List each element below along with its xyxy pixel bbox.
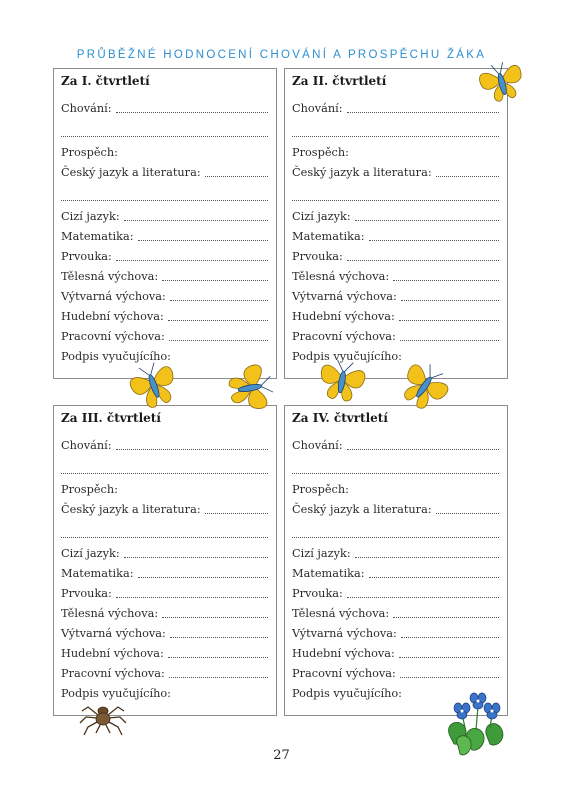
cizi-jazyk-row (292, 547, 499, 561)
fill-in-line[interactable] (138, 237, 268, 241)
field-label: Chování: (61, 102, 112, 115)
fill-in-line[interactable] (292, 534, 499, 538)
prospech-row (61, 483, 268, 497)
fill-in-line[interactable] (61, 133, 268, 137)
field-label: Tělesná výchova: (292, 607, 390, 620)
telesna-vychova-row (292, 270, 499, 284)
matematika-row (61, 230, 268, 244)
prospech-row (61, 146, 268, 160)
field-label: Hudební výchova: (61, 647, 164, 660)
field-label: Pracovní výchova: (292, 667, 396, 680)
chovani-row (292, 102, 499, 116)
fill-in-line[interactable] (369, 237, 499, 241)
fill-in-line[interactable] (169, 337, 268, 341)
fill-in-line[interactable] (124, 554, 268, 558)
cesky-jazyk-a-literatura-row (292, 503, 499, 517)
fill-in-line[interactable] (61, 197, 268, 201)
quarter-4-box (284, 405, 508, 716)
quarter-title: Za II. čtvrtletí (292, 74, 387, 88)
vytvarna-vychova-row (61, 627, 268, 641)
vytvarna-vychova-row (292, 627, 499, 641)
continuation-line (61, 527, 268, 541)
telesna-vychova-row (292, 607, 499, 621)
prvouka-row (292, 587, 499, 601)
hudebni-vychova-row (292, 310, 499, 324)
fill-in-line[interactable] (205, 173, 268, 177)
prvouka-row (292, 250, 499, 264)
prvouka-row (61, 587, 268, 601)
fill-in-line[interactable] (61, 534, 268, 538)
chovani-row (61, 439, 268, 453)
field-label: Pracovní výchova: (61, 667, 165, 680)
chovani-row (292, 439, 499, 453)
fill-in-line[interactable] (355, 217, 499, 221)
fill-in-line[interactable] (205, 510, 268, 514)
field-label: Chování: (61, 439, 112, 452)
page-title: PRŮBĚŽNÉ HODNOCENÍ CHOVÁNÍ A PROSPĚCHU ŽÁKA (76, 49, 487, 61)
field-label: Podpis vyučujícího: (61, 687, 171, 700)
fill-in-line[interactable] (355, 554, 499, 558)
field-label: Prospěch: (61, 146, 118, 159)
fill-in-line[interactable] (116, 594, 268, 598)
vytvarna-vychova-row (61, 290, 268, 304)
field-label: Pracovní výchova: (292, 330, 396, 343)
field-label: Český jazyk a literatura: (61, 503, 201, 516)
prospech-row (292, 483, 499, 497)
field-label: Výtvarná výchova: (61, 627, 166, 640)
fill-in-line[interactable] (292, 133, 499, 137)
field-label: Prvouka: (292, 250, 343, 263)
field-label: Matematika: (292, 230, 365, 243)
butterfly-icon (222, 360, 278, 416)
pracovni-vychova-row (292, 330, 499, 344)
field-label: Prvouka: (61, 587, 112, 600)
quarter-1-box (53, 68, 277, 379)
butterfly-icon (476, 58, 528, 108)
fill-in-line[interactable] (124, 217, 268, 221)
fill-in-line[interactable] (401, 634, 499, 638)
field-label: Cizí jazyk: (292, 210, 351, 223)
continuation-line (61, 463, 268, 477)
fill-in-line[interactable] (116, 109, 268, 113)
matematika-row (292, 567, 499, 581)
hudebni-vychova-row (61, 310, 268, 324)
prvouka-row (61, 250, 268, 264)
field-label: Matematika: (61, 230, 134, 243)
cizi-jazyk-row (292, 210, 499, 224)
field-label: Tělesná výchova: (292, 270, 390, 283)
fill-in-line[interactable] (347, 594, 499, 598)
cesky-jazyk-a-literatura-row (61, 166, 268, 180)
field-label: Hudební výchova: (292, 310, 395, 323)
matematika-row (292, 230, 499, 244)
fill-in-line[interactable] (400, 674, 499, 678)
quarter-3-box (53, 405, 277, 716)
continuation-line (61, 126, 268, 140)
fill-in-line[interactable] (400, 337, 499, 341)
fill-in-line[interactable] (347, 109, 499, 113)
quarter-title: Za IV. čtvrtletí (292, 411, 388, 425)
field-label: Cizí jazyk: (292, 547, 351, 560)
butterfly-icon (128, 358, 180, 414)
field-label: Hudební výchova: (61, 310, 164, 323)
pracovni-vychova-row (61, 330, 268, 344)
fill-in-line[interactable] (401, 297, 499, 301)
fill-in-line[interactable] (436, 173, 499, 177)
violet-flower-icon (440, 684, 510, 762)
field-label: Český jazyk a literatura: (292, 166, 432, 179)
cesky-jazyk-a-literatura-row (61, 503, 268, 517)
butterfly-icon (396, 358, 452, 416)
fill-in-line[interactable] (168, 654, 268, 658)
vytvarna-vychova-row (292, 290, 499, 304)
page-number: 27 (273, 748, 290, 763)
continuation-line (292, 190, 499, 204)
fill-in-line[interactable] (116, 257, 268, 261)
field-label: Český jazyk a literatura: (292, 503, 432, 516)
fill-in-line[interactable] (292, 197, 499, 201)
pracovni-vychova-row (292, 667, 499, 681)
pracovni-vychova-row (61, 667, 268, 681)
butterfly-icon (314, 356, 370, 406)
continuation-line (292, 126, 499, 140)
fill-in-line[interactable] (170, 634, 268, 638)
field-label: Podpis vyučujícího: (292, 687, 402, 700)
chovani-row (61, 102, 268, 116)
cizi-jazyk-row (61, 210, 268, 224)
fill-in-line[interactable] (393, 614, 499, 618)
field-label: Matematika: (61, 567, 134, 580)
cesky-jazyk-a-literatura-row (292, 166, 499, 180)
fill-in-line[interactable] (61, 470, 268, 474)
fill-in-line[interactable] (170, 297, 268, 301)
prospech-row (292, 146, 499, 160)
field-label: Hudební výchova: (292, 647, 395, 660)
fill-in-line[interactable] (116, 446, 268, 450)
fill-in-line[interactable] (399, 317, 499, 321)
hudebni-vychova-row (292, 647, 499, 661)
telesna-vychova-row (61, 607, 268, 621)
field-label: Podpis vyučujícího: (61, 350, 171, 363)
fill-in-line[interactable] (162, 277, 268, 281)
spider-icon (78, 697, 128, 739)
field-label: Cizí jazyk: (61, 210, 120, 223)
fill-in-line[interactable] (347, 257, 499, 261)
continuation-line (61, 190, 268, 204)
field-label: Výtvarná výchova: (292, 627, 397, 640)
field-label: Cizí jazyk: (61, 547, 120, 560)
field-label: Prospěch: (292, 483, 349, 496)
field-label: Chování: (292, 439, 343, 452)
quarter-2-box (284, 68, 508, 379)
quarter-title: Za III. čtvrtletí (61, 411, 161, 425)
fill-in-line[interactable] (347, 446, 499, 450)
field-label: Tělesná výchova: (61, 607, 159, 620)
fill-in-line[interactable] (138, 574, 268, 578)
fill-in-line[interactable] (399, 654, 499, 658)
field-label: Prospěch: (61, 483, 118, 496)
fill-in-line[interactable] (436, 510, 499, 514)
field-label: Prvouka: (292, 587, 343, 600)
field-label: Tělesná výchova: (61, 270, 159, 283)
fill-in-line[interactable] (162, 614, 268, 618)
field-label: Výtvarná výchova: (61, 290, 166, 303)
fill-in-line[interactable] (169, 674, 268, 678)
quarter-title: Za I. čtvrtletí (61, 74, 150, 88)
cizi-jazyk-row (61, 547, 268, 561)
field-label: Matematika: (292, 567, 365, 580)
continuation-line (292, 527, 499, 541)
hudebni-vychova-row (61, 647, 268, 661)
continuation-line (292, 463, 499, 477)
fill-in-line[interactable] (168, 317, 268, 321)
field-label: Prospěch: (292, 146, 349, 159)
field-label: Podpis vyučujícího: (292, 350, 402, 363)
fill-in-line[interactable] (393, 277, 499, 281)
fill-in-line[interactable] (292, 470, 499, 474)
telesna-vychova-row (61, 270, 268, 284)
field-label: Český jazyk a literatura: (61, 166, 201, 179)
field-label: Prvouka: (61, 250, 112, 263)
fill-in-line[interactable] (369, 574, 499, 578)
matematika-row (61, 567, 268, 581)
field-label: Výtvarná výchova: (292, 290, 397, 303)
field-label: Pracovní výchova: (61, 330, 165, 343)
field-label: Chování: (292, 102, 343, 115)
